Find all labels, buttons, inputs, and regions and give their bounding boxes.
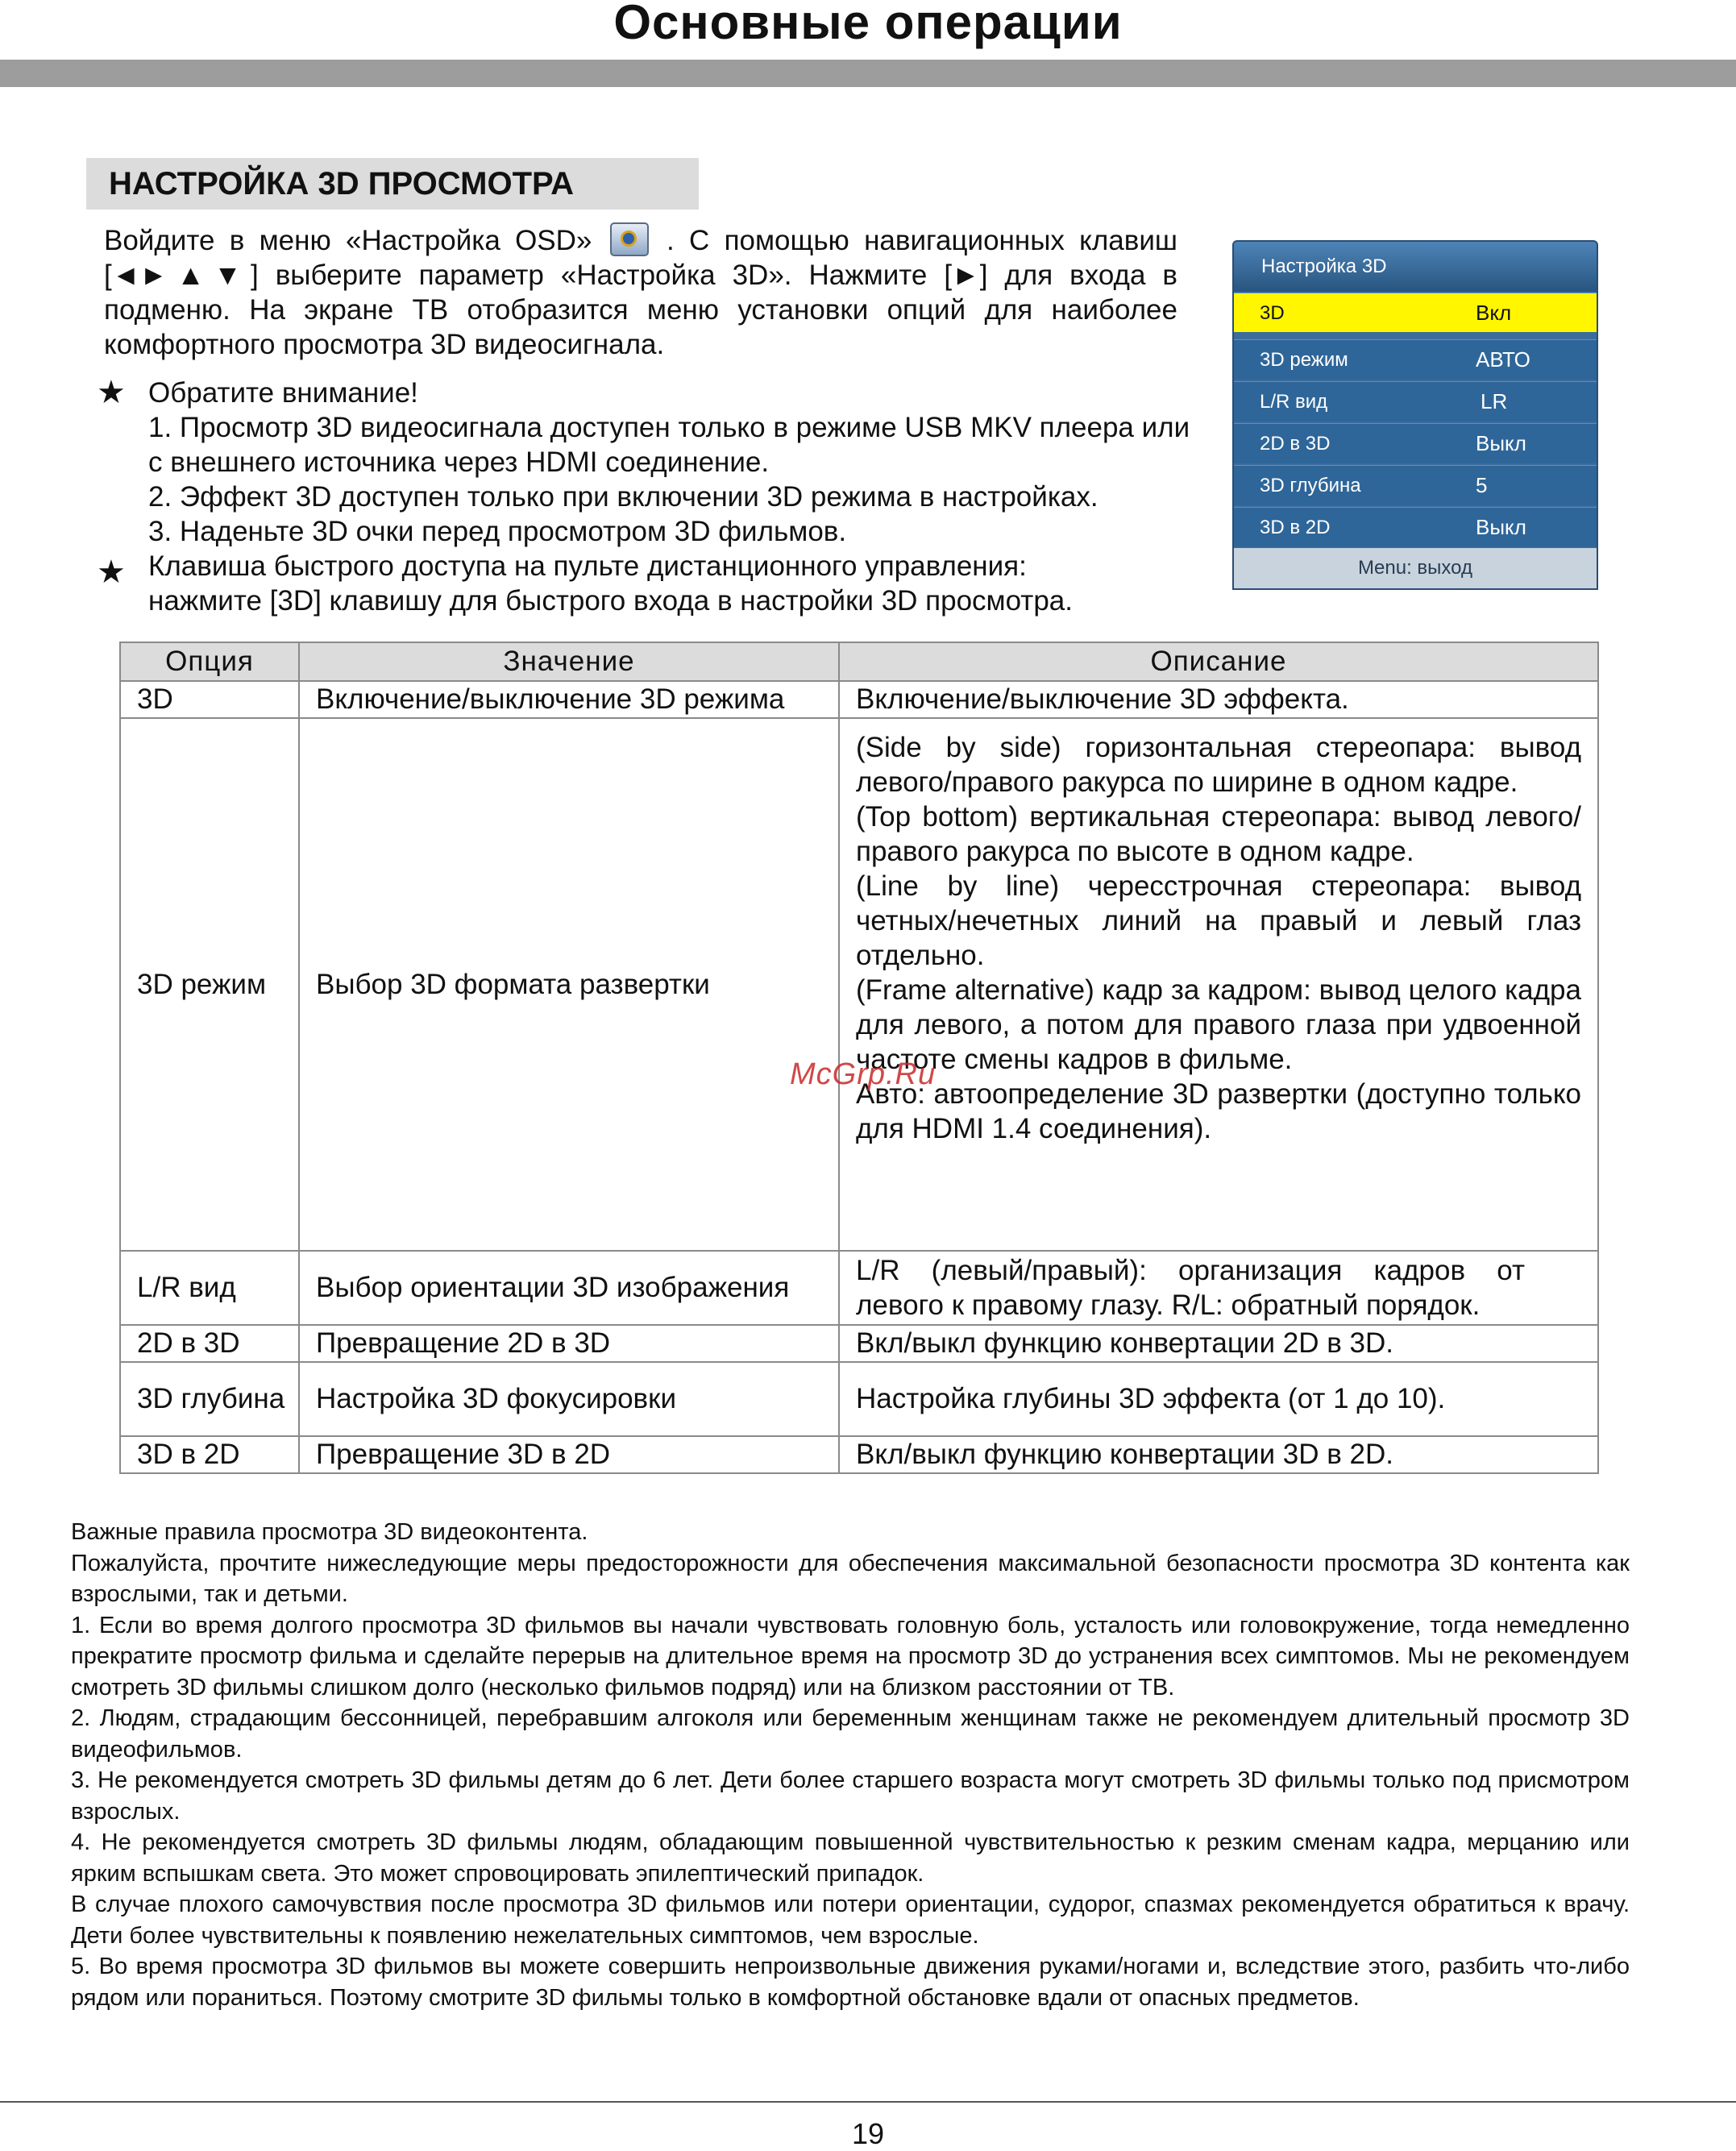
table-row bbox=[120, 1436, 1598, 1473]
mode-side-by-side: (Side by side) горизонтальная стереопара: вывод левого/правого ракурса по ширине в одном кадре. bbox=[856, 732, 1581, 798]
table-cell-value: Настройка 3D фокусировки bbox=[299, 1362, 839, 1436]
table-row bbox=[120, 1362, 1598, 1436]
hotkey-text-2: нажмите [3D] клавишу для быстрого входа в настройки 3D просмотра. bbox=[148, 585, 1073, 617]
osd-row-label: 3D режим bbox=[1260, 349, 1348, 371]
table-cell-value: Превращение 3D в 2D bbox=[299, 1436, 839, 1473]
page-number: 19 bbox=[851, 2117, 885, 2150]
mode-frame-alternative: (Frame alternative) кадр за кадром: вывод целого кадра для левого, а потом для правого глаза при удвоенной частоте смены кадров в фильме. bbox=[856, 974, 1581, 1075]
note-heading-line bbox=[97, 376, 1193, 410]
table-row bbox=[120, 718, 1598, 1251]
star-icon: ★ bbox=[97, 554, 126, 590]
table-cell-description: Вкл/выкл функцию конвертации 3D в 2D. bbox=[839, 1436, 1598, 1473]
table-header-value: Значение bbox=[299, 642, 839, 681]
table-cell-option: 3D в 2D bbox=[120, 1436, 299, 1473]
table-cell-option: 3D режим bbox=[120, 718, 299, 1251]
osd-row-3d-to-2d bbox=[1234, 507, 1597, 547]
table-cell-description: Вкл/выкл функцию конвертации 2D в 3D. bbox=[839, 1325, 1598, 1362]
note-item: 1. Просмотр 3D видеосигнала доступен только в режиме USB MKV плеера или с внешнего источника через HDMI соединение. bbox=[148, 412, 1190, 478]
bottom-rule bbox=[0, 2101, 1736, 2103]
intro-text-start: Войдите в меню «Настройка OSD» bbox=[104, 225, 592, 256]
safety-rules bbox=[71, 1517, 1630, 2013]
osd-row-value: LR bbox=[1481, 389, 1508, 413]
mode-auto: Авто: автоопределение 3D развертки (доступно только для HDMI 1.4 соединения). bbox=[856, 1078, 1581, 1144]
osd-row-label: 3D глубина bbox=[1260, 475, 1361, 496]
table-header-row bbox=[120, 642, 1598, 681]
table-header-description: Описание bbox=[839, 642, 1598, 681]
osd-menu-footer: Menu: выход bbox=[1234, 548, 1597, 588]
osd-row-value: Выкл bbox=[1476, 515, 1526, 539]
rules-heading: Важные правила просмотра 3D видеоконтента. bbox=[71, 1519, 588, 1545]
osd-settings-icon bbox=[610, 222, 649, 256]
table-row bbox=[120, 1251, 1598, 1325]
table-cell-value: Выбор 3D формата развертки bbox=[299, 718, 839, 1251]
osd-row-value: 5 bbox=[1476, 473, 1488, 497]
intro-text-end: . С помощью навигационных клавиш [◄►▲▼] выберите параметр «Настройка 3D». Нажмите [►] для входа в подменю. На экране ТВ отобразится меню установки опций для наиболее комфортного просмотра 3D видеосигнала. bbox=[104, 225, 1177, 360]
table-cell-value: Включение/выключение 3D режима bbox=[299, 681, 839, 718]
osd-row-3d-depth bbox=[1234, 465, 1597, 505]
intro-paragraph bbox=[104, 222, 1177, 362]
mode-top-bottom: (Top bottom) вертикальная стереопара: вывод левого/правого ракурса по высоте в одном кадре. bbox=[856, 801, 1581, 867]
rules-paragraph: 1. Если во время долгого просмотра 3D фильмов вы начали чувствовать головную боль, усталость или головокружение, тогда немедленно прекратите просмотр фильма и сделайте перерыв на длительное время на просмотр 3D до устранения всех симптомов. Мы не рекомендуем смотреть 3D фильмы слишком долго (несколько фильмов подряд) или на близком расстоянии от ТВ. bbox=[71, 1612, 1630, 1700]
osd-row-label: 2D в 3D bbox=[1260, 433, 1331, 455]
notes-block bbox=[97, 376, 1193, 618]
table-cell-description: Настройка глубины 3D эффекта (от 1 до 10). bbox=[839, 1362, 1598, 1436]
table-cell-value: Превращение 2D в 3D bbox=[299, 1325, 839, 1362]
rules-paragraph: 2. Людям, страдающим бессонницей, перебравшим алгоколя или беременным женщинам также не рекомендуем длительный просмотр 3D видеофильмов. bbox=[71, 1705, 1630, 1763]
osd-row-3d bbox=[1234, 293, 1597, 332]
hotkey-text-1: Клавиша быстрого доступа на пульте дистанционного управления: bbox=[148, 550, 1027, 582]
rules-paragraph: В случае плохого самочувствия после просмотра 3D фильмов или потери ориентации, судорог, спазмах рекомендуется обратиться к врачу. Дети более чувствительны к появлению нежелательных симптомов, чем взрослые. bbox=[71, 1891, 1630, 1949]
top-rule bbox=[0, 60, 1736, 87]
table-cell-description: L/R (левый/правый): организация кадров от левого к правому глазу. R/L: обратный порядок. bbox=[839, 1251, 1598, 1325]
table-cell-option: 3D глубина bbox=[120, 1362, 299, 1436]
osd-row-3d-mode bbox=[1234, 339, 1597, 380]
rules-paragraph: Пожалуйста, прочтите нижеследующие меры предосторожности для обеспечения максимальной безопасности просмотра 3D контента как взрослыми, так и детьми. bbox=[71, 1550, 1630, 1607]
table-cell-description bbox=[839, 718, 1598, 1251]
rules-paragraph: 4. Не рекомендуется смотреть 3D фильмы людям, обладающим повышенной чувствительностью к резким сменам кадра, мерцанию или ярким вспышкам света. Это может спровоцировать эпилептический припадок. bbox=[71, 1829, 1630, 1887]
table-row bbox=[120, 1325, 1598, 1362]
osd-row-value: АВТО bbox=[1476, 347, 1530, 372]
osd-row-label: 3D bbox=[1260, 302, 1285, 324]
table-cell-option: 2D в 3D bbox=[120, 1325, 299, 1362]
note-item: 3. Наденьте 3D очки перед просмотром 3D фильмов. bbox=[148, 516, 847, 547]
page-title: Основные операции bbox=[613, 0, 1123, 49]
watermark: McGrp.Ru bbox=[790, 1057, 937, 1091]
osd-menu-title: Настройка 3D bbox=[1234, 242, 1597, 292]
table-cell-description: Включение/выключение 3D эффекта. bbox=[839, 681, 1598, 718]
osd-row-value: Вкл bbox=[1476, 301, 1512, 325]
table-cell-option: L/R вид bbox=[120, 1251, 299, 1325]
section-heading: НАСТРОЙКА 3D ПРОСМОТРА bbox=[86, 158, 699, 210]
mode-line-by-line: (Line by line) чересстрочная стереопара: вывод четных/нечетных линий на правый и левый глаз отдельно. bbox=[856, 870, 1581, 971]
table-row bbox=[120, 681, 1598, 718]
rules-paragraph: 5. Во время просмотра 3D фильмов вы можете совершить непроизвольные движения руками/ногами и, вследствие этого, разбить что-либо рядом или пораниться. Поэтому смотрите 3D фильмы только в комфортной обстановке вдали от опасных предметов. bbox=[71, 1954, 1630, 2011]
osd-row-lr-view bbox=[1234, 381, 1597, 421]
osd-menu-preview bbox=[1232, 240, 1598, 590]
note-item: 2. Эффект 3D доступен только при включении 3D режима в настройках. bbox=[148, 481, 1098, 513]
rules-paragraph: 3. Не рекомендуется смотреть 3D фильмы детям до 6 лет. Дети более старшего возраста могут смотреть 3D фильмы только под присмотром взрослых. bbox=[71, 1767, 1630, 1825]
table-cell-value: Выбор ориентации 3D изображения bbox=[299, 1251, 839, 1325]
note-heading: Обратите внимание! bbox=[148, 377, 418, 409]
table-cell-option: 3D bbox=[120, 681, 299, 718]
star-icon: ★ bbox=[97, 375, 126, 410]
osd-row-label: L/R вид bbox=[1260, 391, 1328, 413]
osd-row-label: 3D в 2D bbox=[1260, 517, 1331, 538]
osd-row-value: Выкл bbox=[1476, 431, 1526, 455]
hotkey-line bbox=[97, 549, 1193, 590]
osd-row-2d-to-3d bbox=[1234, 423, 1597, 463]
table-header-option: Опция bbox=[120, 642, 299, 681]
